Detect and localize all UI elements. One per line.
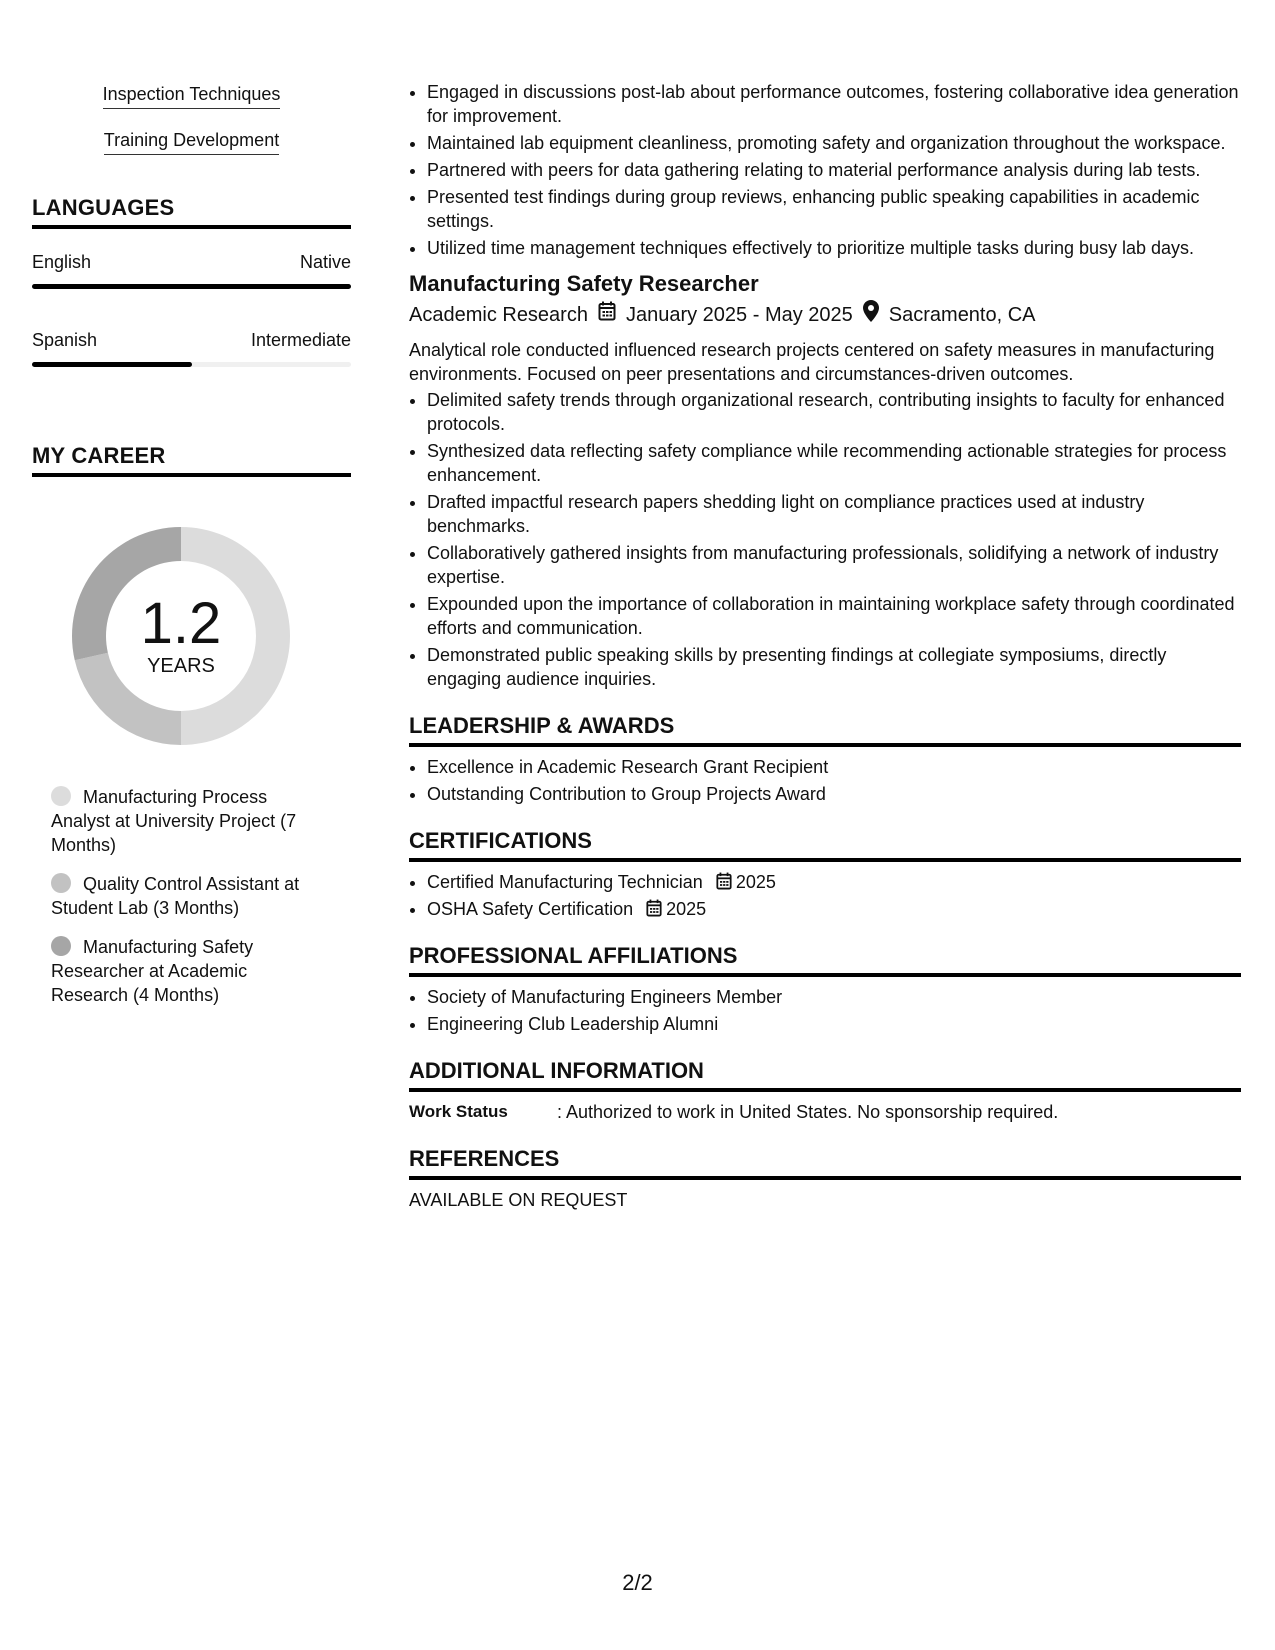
- right-column: [409, 80, 1241, 1212]
- references-heading: REFERENCES: [409, 1146, 1241, 1180]
- language-item: [32, 251, 351, 289]
- career-legend-label: Quality Control Assistant at Student Lab (3 Months): [51, 874, 300, 918]
- left-column: [32, 82, 351, 1022]
- certification-year: 2025: [735, 872, 776, 892]
- work-status-value: : Authorized to work in United States. No sponsorship required.: [557, 1102, 1059, 1122]
- references-text: AVAILABLE ON REQUEST: [409, 1190, 628, 1210]
- job-meta: [409, 300, 1241, 330]
- languages-section: [32, 195, 351, 367]
- language-name: Spanish: [32, 330, 98, 350]
- certifications-heading: CERTIFICATIONS: [409, 828, 1241, 862]
- language-item: [32, 329, 351, 367]
- career-total: 1.2: [140, 591, 222, 656]
- language-proficiency-fill: [32, 284, 351, 289]
- career-legend-item: [51, 935, 321, 1007]
- language-name: English: [32, 252, 92, 272]
- affiliations-heading: PROFESSIONAL AFFILIATIONS: [409, 943, 1241, 977]
- legend-dot: [51, 936, 71, 956]
- additional-info-heading: ADDITIONAL INFORMATION: [409, 1058, 1241, 1092]
- calendar-icon: [646, 897, 662, 921]
- list-item: • Excellence in Academic Research Grant Recipient: [427, 755, 1241, 779]
- language-level: Native: [299, 252, 351, 272]
- affiliations-section: [409, 943, 1241, 1036]
- calendar-icon: [716, 870, 732, 894]
- list-item: • Delimited safety trends through organizational research, contributing insights to faculty for enhanced protocols.: [427, 388, 1241, 436]
- career-legend-item: [51, 785, 321, 857]
- job-description: Analytical role conducted influenced research projects centered on safety measures in manufacturing environments. Focused on peer presentations and circumstances-driven outcomes.: [409, 340, 1215, 384]
- job-location: Sacramento, CA: [888, 304, 1036, 326]
- job-dates: January 2025 - May 2025: [625, 304, 853, 326]
- certification-item: [427, 870, 1241, 894]
- language-proficiency-bar: [32, 284, 351, 289]
- certification-name: Certified Manufacturing Technician: [427, 872, 703, 892]
- skill-tag: Inspection Techniques: [103, 82, 281, 109]
- language-proficiency-bar: [32, 362, 351, 367]
- certification-name: OSHA Safety Certification: [427, 899, 634, 919]
- calendar-icon: [598, 301, 616, 329]
- awards-heading: LEADERSHIP & AWARDS: [409, 713, 1241, 747]
- list-item: • Presented test findings during group reviews, enhancing public speaking capabilities in academic settings.: [427, 185, 1241, 233]
- legend-dot: [51, 873, 71, 893]
- job-entry: [409, 270, 1241, 691]
- certification-year: 2025: [666, 899, 707, 919]
- language-proficiency-fill: [32, 362, 192, 367]
- previous-job-bullets: [409, 80, 1241, 260]
- languages-heading: LANGUAGES: [32, 195, 351, 229]
- job-company: Academic Research: [409, 304, 588, 326]
- job-title: Manufacturing Safety Researcher: [409, 271, 759, 296]
- language-level: Intermediate: [250, 330, 351, 350]
- list-item: • Outstanding Contribution to Group Projects Award: [427, 782, 1241, 806]
- work-status-row: [409, 1100, 1241, 1124]
- list-item: • Partnered with peers for data gathering relating to material performance analysis during lab tests.: [427, 158, 1241, 182]
- list-item: • Demonstrated public speaking skills by presenting findings at collegiate symposiums, directly engaging audience inquiries.: [427, 643, 1241, 691]
- additional-info-section: [409, 1058, 1241, 1124]
- career-heading: MY CAREER: [32, 443, 351, 477]
- list-item: • Synthesized data reflecting safety compliance while recommending actionable strategies for process enhancement.: [427, 439, 1241, 487]
- certifications-section: [409, 828, 1241, 921]
- list-item: • Engineering Club Leadership Alumni: [427, 1012, 1241, 1036]
- certification-item: [427, 897, 1241, 921]
- job-bullets: [409, 388, 1241, 691]
- list-item: • Utilized time management techniques effectively to prioritize multiple tasks during busy lab days.: [427, 236, 1241, 260]
- career-legend: [51, 785, 321, 1007]
- list-item: • Expounded upon the importance of collaboration in maintaining workplace safety through coordinated efforts and communication.: [427, 592, 1241, 640]
- list-item: • Collaboratively gathered insights from manufacturing professionals, solidifying a network of industry expertise.: [427, 541, 1241, 589]
- list-item: • Drafted impactful research papers shedding light on compliance practices used at industry benchmarks.: [427, 490, 1241, 538]
- skill-tag: Training Development: [104, 128, 279, 155]
- work-status-label: Work Status: [409, 1102, 508, 1121]
- page-number: 2/2: [622, 1570, 653, 1595]
- legend-dot: [51, 786, 71, 806]
- career-legend-label: Manufacturing Safety Researcher at Academic Research (4 Months): [51, 937, 254, 1005]
- list-item: • Engaged in discussions post-lab about performance outcomes, fostering collaborative idea generation for improvement.: [427, 80, 1241, 128]
- career-donut-chart: [66, 521, 296, 751]
- map-pin-icon: [863, 300, 879, 330]
- list-item: • Maintained lab equipment cleanliness, promoting safety and organization throughout the workspace.: [427, 131, 1241, 155]
- career-section: [32, 443, 351, 1007]
- references-section: [409, 1146, 1241, 1212]
- career-legend-label: Manufacturing Process Analyst at University Project (7 Months): [51, 787, 297, 855]
- awards-section: [409, 713, 1241, 806]
- career-unit: YEARS: [147, 655, 215, 677]
- list-item: • Society of Manufacturing Engineers Member: [427, 985, 1241, 1009]
- career-legend-item: [51, 872, 321, 920]
